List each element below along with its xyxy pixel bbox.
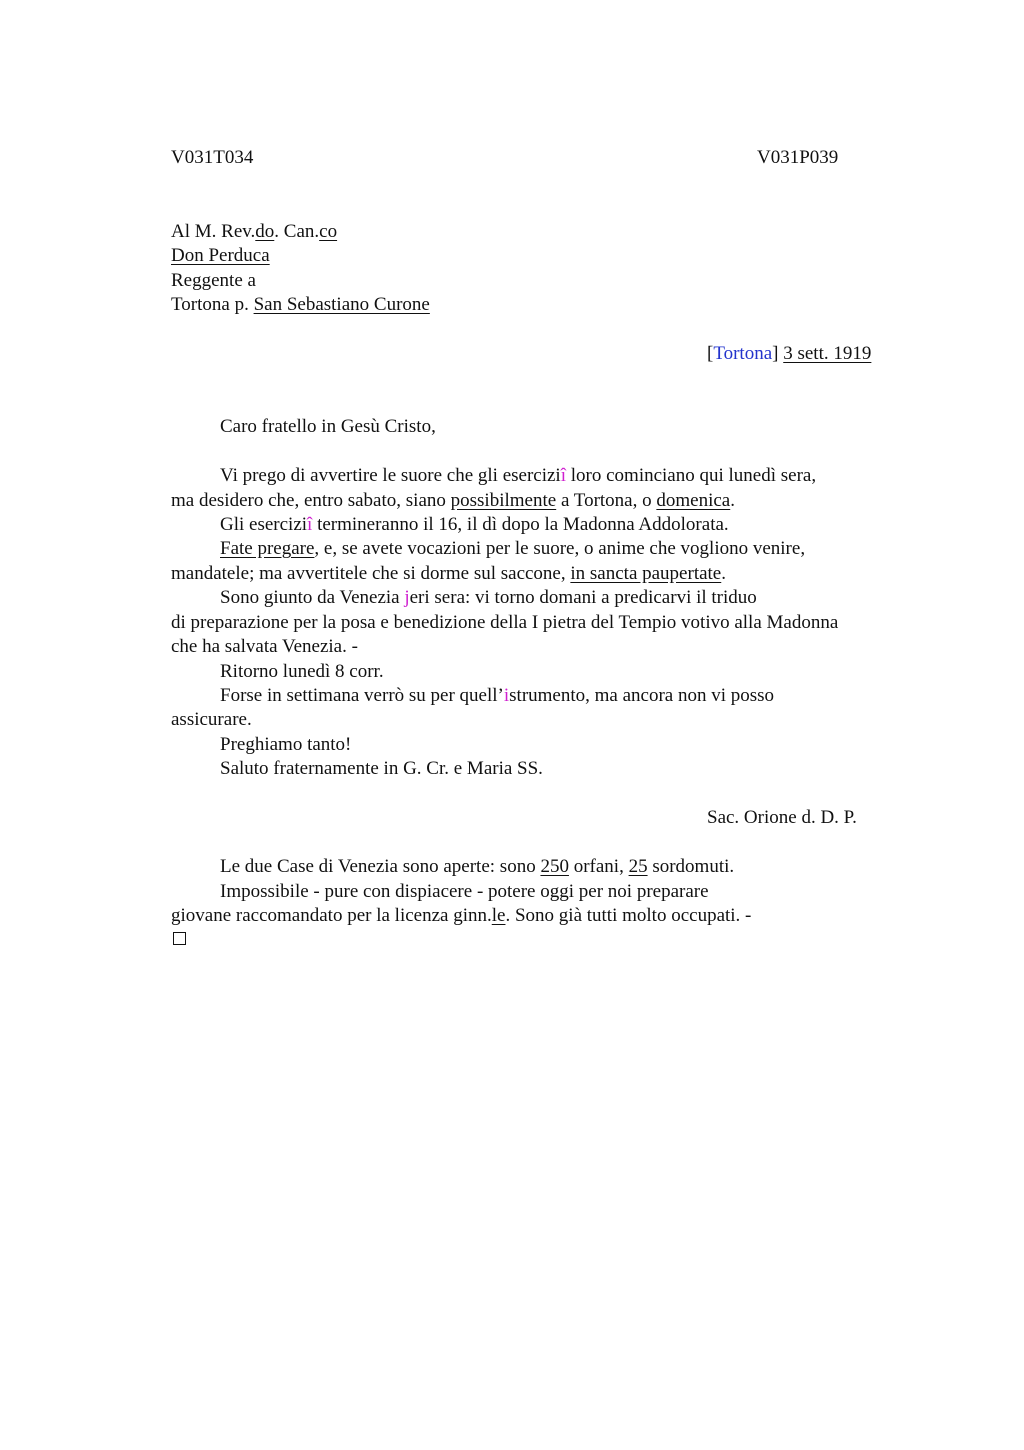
ps-text: . Sono già tutti molto occupati. - xyxy=(505,905,752,926)
addr-sup: do xyxy=(255,221,275,242)
bracket: [ xyxy=(707,343,714,364)
body-text: termineranno il 16, il dì dopo la Madonna Addolorata. xyxy=(312,514,729,535)
document-code-right xyxy=(757,146,838,170)
addr-text: Reggente a xyxy=(171,270,256,291)
body-text: Vi prego di avvertire le suore che gli esercizi xyxy=(220,465,561,486)
body-text: Sono giunto da Venezia xyxy=(220,587,405,608)
underlined-word: possibilmente xyxy=(450,490,557,511)
ps-text: orfani, xyxy=(568,856,629,877)
recipient-name: Don Perduca xyxy=(171,245,270,266)
date-place: Tortona xyxy=(713,343,773,364)
body-text: ma desidero che, entro sabato, siano xyxy=(171,490,451,511)
body-line-8 xyxy=(171,635,358,659)
body-line-1 xyxy=(220,464,816,488)
address-line-2 xyxy=(171,244,270,268)
date-value: 3 sett. 1919 xyxy=(783,343,872,364)
underlined-word: in sancta paupertate xyxy=(570,563,722,584)
body-line-12 xyxy=(220,733,351,757)
body-line-11 xyxy=(171,708,252,732)
postscript-line-3 xyxy=(171,904,751,928)
body-text: . xyxy=(730,490,735,511)
body-line-3 xyxy=(220,513,729,537)
underlined-word: Fate pregare xyxy=(220,538,315,559)
salutation xyxy=(220,415,436,439)
addr-text: Al M. Rev. xyxy=(171,221,256,242)
letter-date xyxy=(707,342,871,366)
underlined-word: le xyxy=(491,905,506,926)
code-right-text: V031P039 xyxy=(757,147,839,168)
underlined-word: domenica xyxy=(656,490,731,511)
postscript-line-1 xyxy=(220,855,734,879)
body-text: Saluto fraternamente in G. Cr. e Maria SS. xyxy=(220,758,543,779)
bracket: ] xyxy=(772,343,784,364)
body-line-7 xyxy=(171,611,838,635)
body-line-10 xyxy=(220,684,774,708)
ps-text: Impossibile - pure con dispiacere - potere oggi per noi preparare xyxy=(220,881,709,902)
addr-sup: co xyxy=(319,221,338,242)
underlined-number: 25 xyxy=(628,856,648,877)
body-text: loro cominciano qui lunedì sera, xyxy=(566,465,817,486)
ps-text: sordomuti. xyxy=(647,856,735,877)
body-text: Forse in settimana verrò su per quell’ xyxy=(220,685,504,706)
body-text: a Tortona, o xyxy=(556,490,657,511)
signature xyxy=(707,806,857,830)
editorial-mark: î xyxy=(307,514,313,535)
body-text: eri sera: vi torno domani a predicarvi il triduo xyxy=(409,587,757,608)
body-line-4 xyxy=(220,537,805,561)
address-line-1 xyxy=(171,220,337,244)
body-text: che ha salvata Venezia. - xyxy=(171,636,358,657)
body-text: Preghiamo tanto! xyxy=(220,734,352,755)
salutation-text: Caro fratello in Gesù Cristo, xyxy=(220,416,436,437)
body-text: , e, se avete vocazioni per le suore, o anime che vogliono venire, xyxy=(314,538,806,559)
addr-place: San Sebastiano Curone xyxy=(253,294,430,315)
ps-text: Le due Case di Venezia sono aperte: sono xyxy=(220,856,541,877)
body-line-2 xyxy=(171,489,735,513)
ps-text: giovane raccomandato per la licenza ginn. xyxy=(171,905,492,926)
body-text: assicurare. xyxy=(171,709,252,730)
body-text: mandatele; ma avvertitele che si dorme sul saccone, xyxy=(171,563,571,584)
underlined-number: 250 xyxy=(540,856,569,877)
address-line-3 xyxy=(171,269,256,293)
signature-text: Sac. Orione d. D. P. xyxy=(707,807,857,828)
editorial-mark: i xyxy=(503,685,510,706)
end-marker-icon xyxy=(173,932,186,945)
addr-text: Tortona p. xyxy=(171,294,254,315)
postscript-line-2 xyxy=(220,880,709,904)
body-line-9 xyxy=(220,660,384,684)
editorial-mark: î xyxy=(560,465,566,486)
body-text: di preparazione per la posa e benedizione della I pietra del Tempio votivo alla Madonna xyxy=(171,612,839,633)
body-line-5 xyxy=(171,562,726,586)
editorial-mark: j xyxy=(404,587,410,608)
address-line-4 xyxy=(171,293,430,317)
body-line-13 xyxy=(220,757,543,781)
body-text: strumento, ma ancora non vi posso xyxy=(509,685,775,706)
body-text: . xyxy=(721,563,726,584)
addr-text: . Can. xyxy=(274,221,320,242)
body-text: Gli esercizi xyxy=(220,514,308,535)
code-left-text: V031T034 xyxy=(171,147,254,168)
body-text: Ritorno lunedì 8 corr. xyxy=(220,661,384,682)
document-code-left xyxy=(171,146,253,170)
body-line-6 xyxy=(220,586,757,610)
